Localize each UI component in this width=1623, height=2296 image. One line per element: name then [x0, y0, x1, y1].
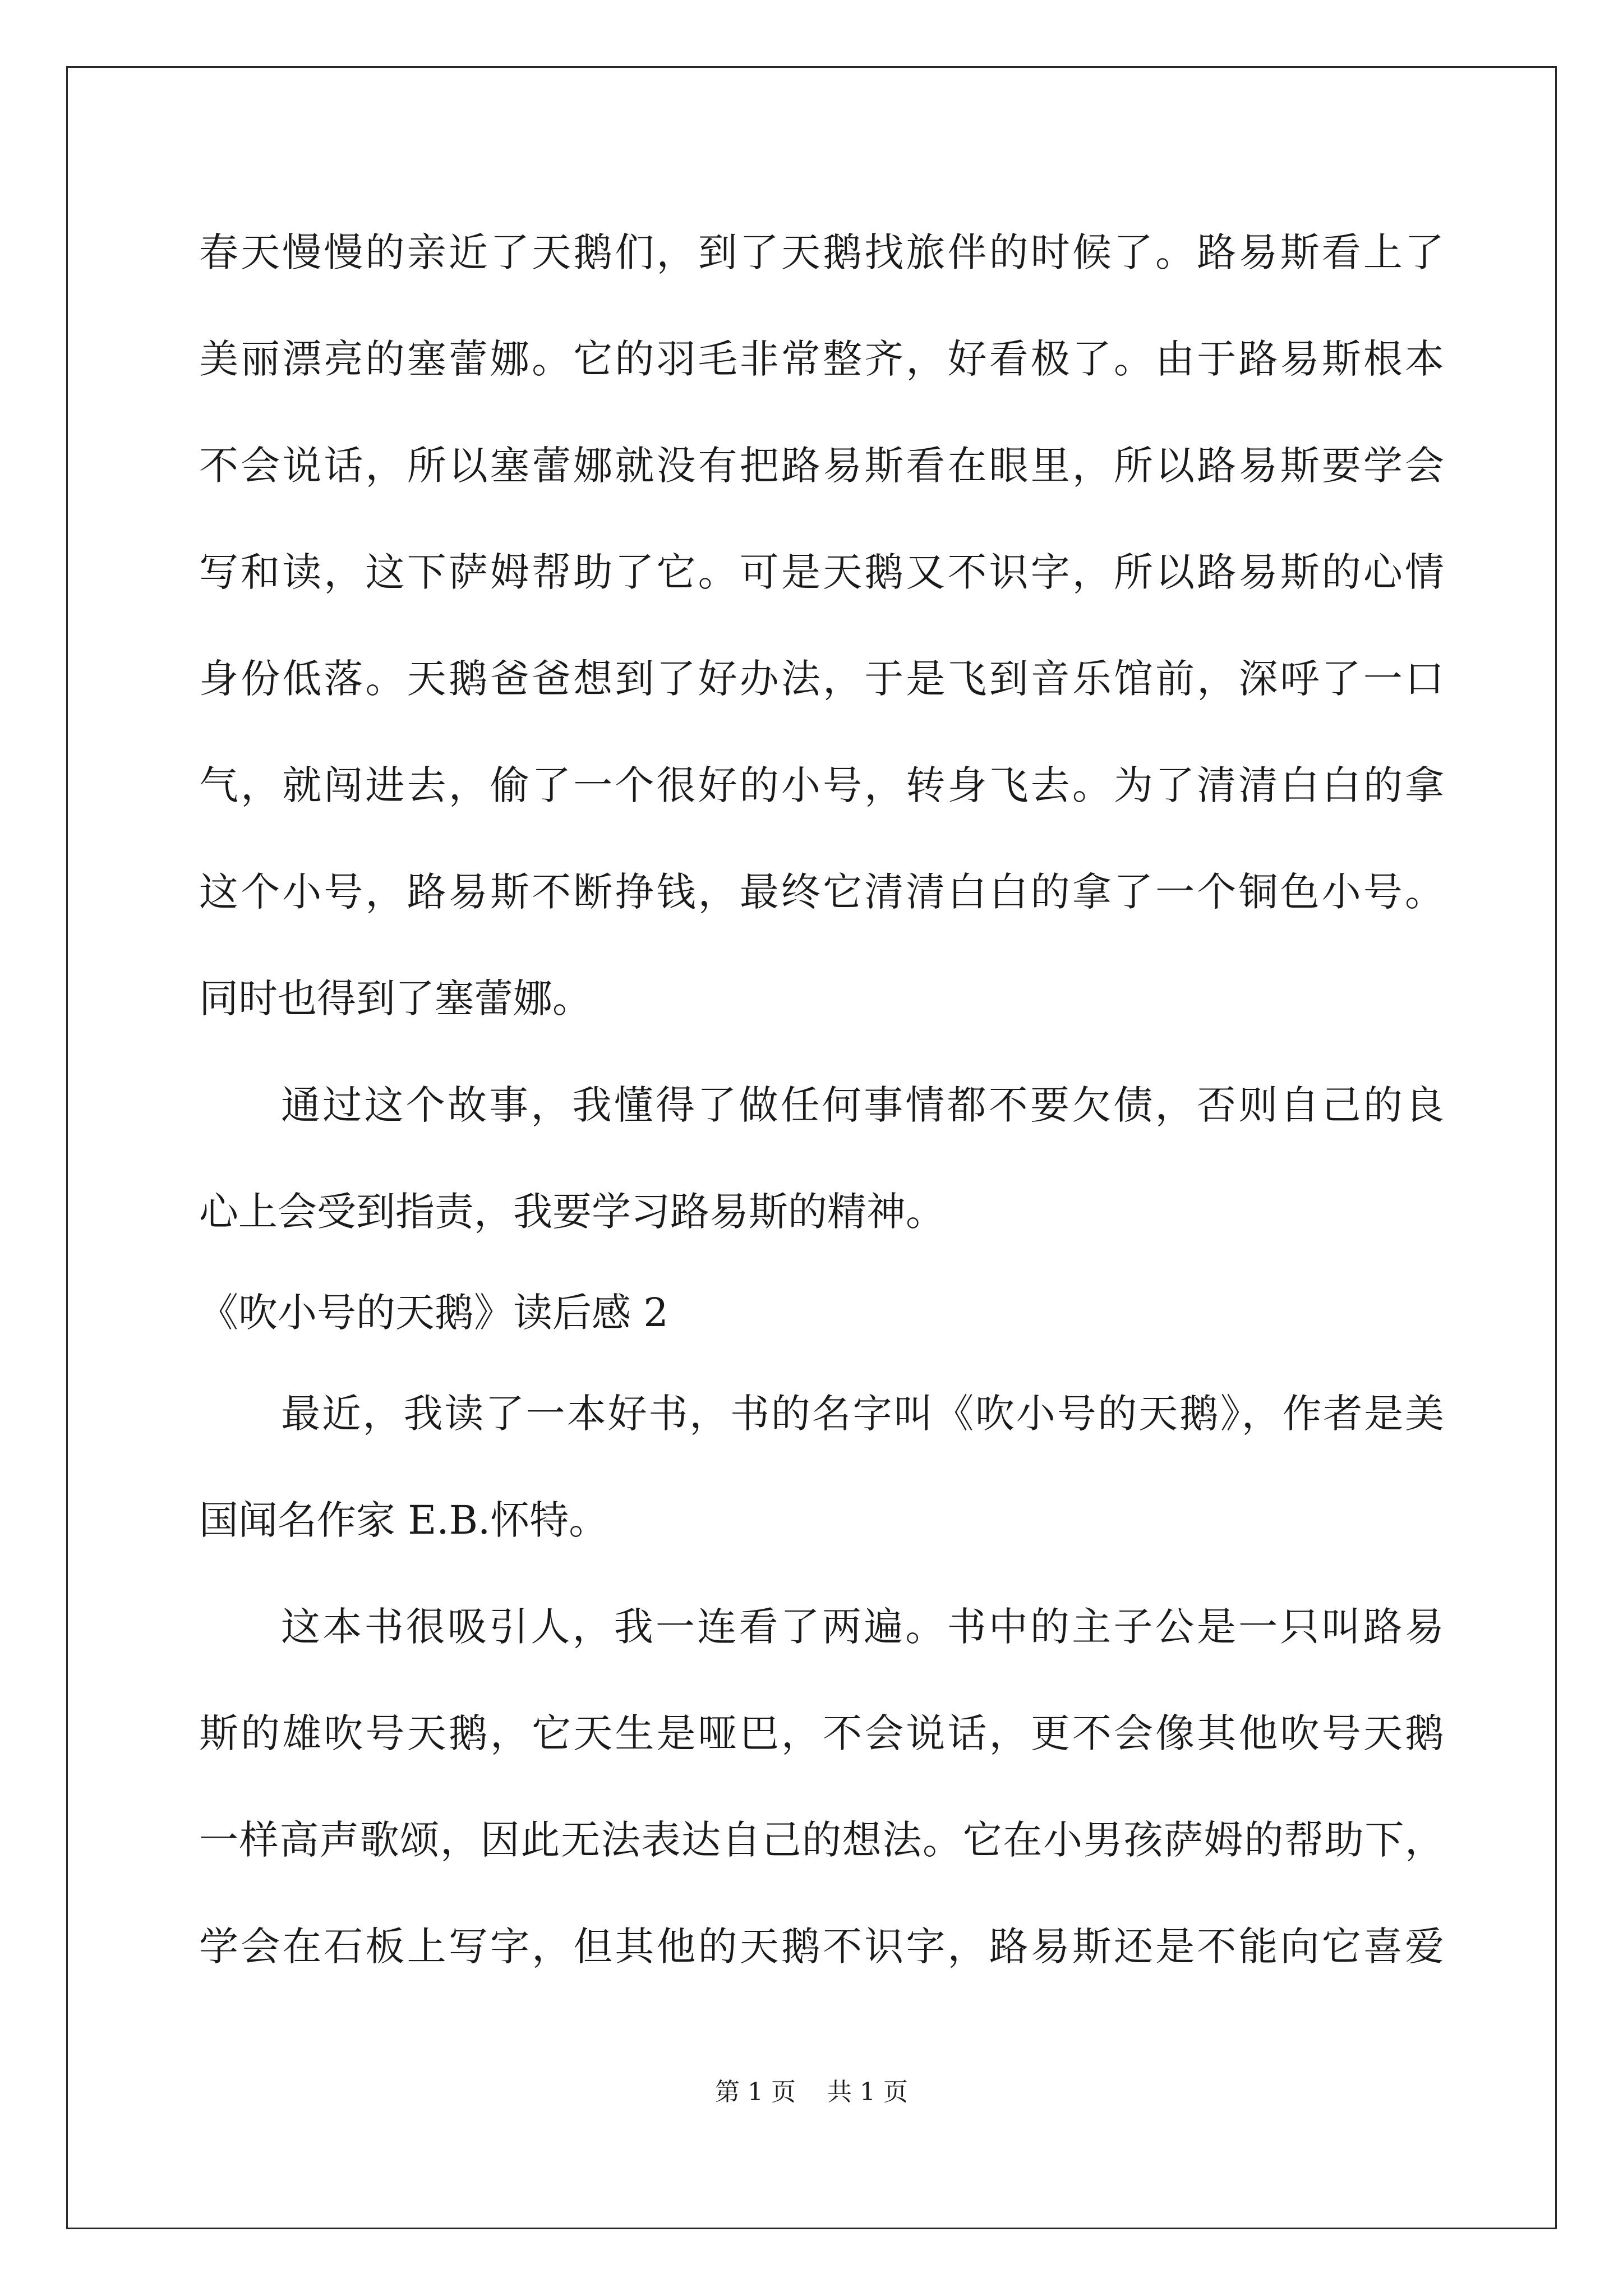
text-line: 同时也得到了塞蕾娜。 [199, 976, 592, 1022]
page-total: 共 1 页 [827, 2078, 908, 2106]
text-line: 这个小号，路易斯不断挣钱，最终它清清白白的拿了一个铜色小号。 [199, 869, 1444, 915]
text-line: 学会在石板上写字，但其他的天鹅不识字，路易斯还是不能向它喜爱 [199, 1924, 1444, 1970]
text-line: 国闻名作家 E.B.怀特。 [199, 1497, 608, 1543]
text-line: 不会说话，所以塞蕾娜就没有把路易斯看在眼里，所以路易斯要学会 [199, 443, 1444, 489]
page-number: 第 1 页 [715, 2078, 796, 2106]
text-line: 美丽漂亮的塞蕾娜。它的羽毛非常整齐，好看极了。由于路易斯根本 [199, 336, 1444, 382]
text-line: 春天慢慢的亲近了天鹅们，到了天鹅找旅伴的时候了。路易斯看上了 [199, 229, 1444, 275]
text-line: 一样高声歌颂，因此无法表达自己的想法。它在小男孩萨姆的帮助下， [199, 1817, 1444, 1863]
text-line: 斯的雄吹号天鹅，它天生是哑巴，不会说话，更不会像其他吹号天鹅 [199, 1710, 1444, 1756]
paragraph-start-line: 通过这个故事，我懂得了做任何事情都不要欠债，否则自己的良 [281, 1082, 1444, 1128]
paragraph-start-line: 这本书很吸引人，我一连看了两遍。书中的主子公是一只叫路易 [281, 1604, 1444, 1650]
page-footer [0, 2076, 1623, 2109]
document-body [199, 199, 1444, 2000]
text-line: 气，就闯进去，偷了一个很好的小号，转身飞去。为了清清白白的拿 [199, 762, 1444, 808]
text-line: 身份低落。天鹅爸爸想到了好办法，于是飞到音乐馆前，深呼了一口 [199, 656, 1444, 702]
section-heading: 《吹小号的天鹅》读后感 2 [199, 1290, 668, 1336]
paragraph-start-line: 最近，我读了一本好书，书的名字叫《吹小号的天鹅》，作者是美 [281, 1391, 1444, 1437]
text-line: 写和读，这下萨姆帮助了它。可是天鹅又不识字，所以路易斯的心情 [199, 549, 1444, 595]
text-line: 心上会受到指责，我要学习路易斯的精神。 [199, 1189, 945, 1235]
